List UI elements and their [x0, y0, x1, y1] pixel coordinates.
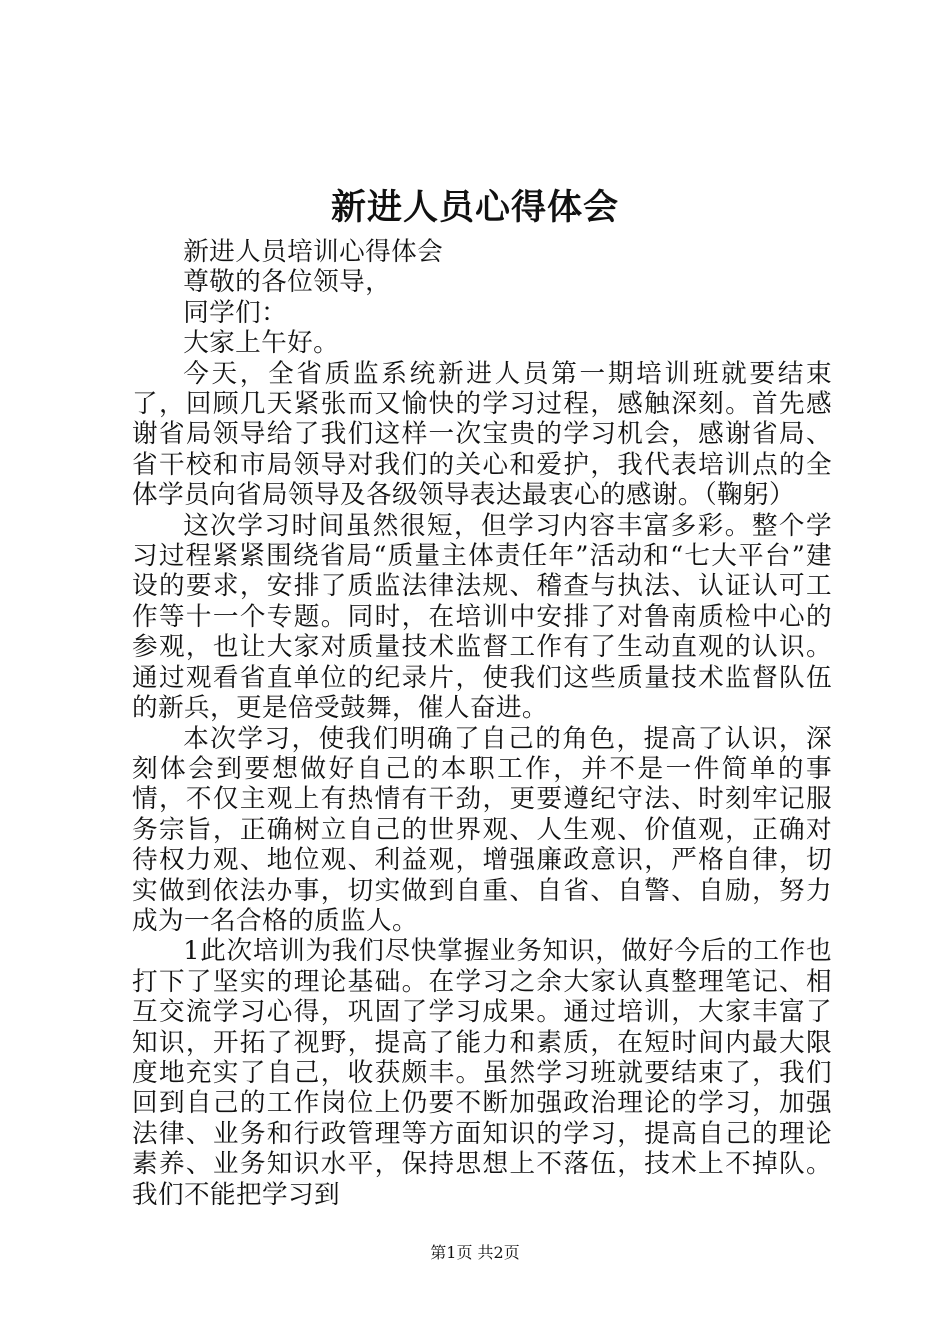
page-number: 第1页 共2页 — [430, 1243, 520, 1262]
document-body — [132, 237, 832, 1210]
paragraph-body: 这次学习时间虽然很短，但学习内容丰富多彩。整个学习过程紧紧围绕省局“质量主体责任年”活动和“七大平台”建设的要求，安排了质监法律法规、稽查与执法、认证认可工作等十一个专题。同时，在培训中安排了对鲁南质检中心的参观，也让大家对质量技术监督工作有了生动直观的认识。通过观看省直单位的纪录片，使我们这些质量技术监督队伍的新兵，更是倍受鼓舞，催人奋进。 — [132, 510, 832, 724]
document-title: 新进人员心得体会 — [330, 187, 619, 228]
paragraph-body: 今天，全省质监系统新进人员第一期培训班就要结束了，回顾几天紧张而又愉快的学习过程，感触深刻。首先感谢省局领导给了我们这样一次宝贵的学习机会，感谢省局、省干校和市局领导对我们的关心和爱护，我代表培训点的全体学员向省局领导及各级领导表达最衷心的感谢。（鞠躬） — [132, 358, 832, 511]
paragraph-body: 本次学习，使我们明确了自己的角色，提高了认识，深刻体会到要想做好自己的本职工作，并不是一件简单的事情，不仅主观上有热情有干劲，更要遵纪守法、时刻牢记服务宗旨，正确树立自己的世界观、人生观、价值观，正确对待权力观、地位观、利益观，增强廉政意识，严格自律，切实做到依法办事，切实做到自重、自省、自警、自励，努力成为一名合格的质监人。 — [132, 723, 832, 936]
paragraph-salutation-2: 同学们： — [183, 297, 288, 328]
paragraph-salutation: 尊敬的各位领导， — [183, 267, 392, 298]
paragraph-greeting: 大家上午好。 — [183, 328, 340, 359]
paragraph-subtitle: 新进人员培训心得体会 — [183, 237, 444, 267]
paragraph-body: 1此次培训为我们尽快掌握业务知识，做好今后的工作也打下了坚实的理论基础。在学习之余大家认真整理笔记、相互交流学习心得，巩固了学习成果。通过培训，大家丰富了知识，开拓了视野，提高了能力和素质，在短时间内最大限度地充实了自己，收获颇丰。虽然学习班就要结束了，我们回到自己的工作岗位上仍要不断加强政治理论的学习，加强法律、业务和行政管理等方面知识的学习，提高自己的理论素养、业务知识水平，保持思想上不落伍，技术上不掉队。我们不能把学习到 — [132, 936, 832, 1210]
